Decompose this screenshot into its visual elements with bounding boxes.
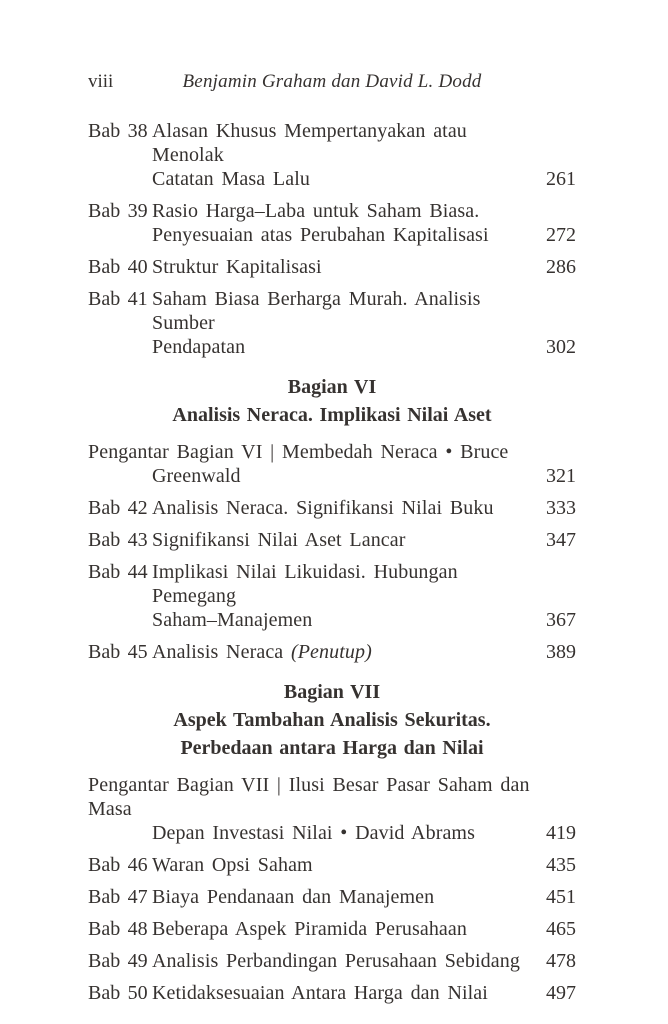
entry-title-line: Pengantar Bagian VI | Membedah Neraca • Bruce [88,441,509,463]
section-heading [88,678,576,762]
chapter-label: Bab 46 [88,854,148,876]
page-number: 333 [546,497,576,519]
entry-title-line: Ketidaksesuaian Antara Harga dan Nilai [152,982,488,1004]
entry-title [152,496,530,520]
entry-title [152,199,530,247]
entry-title [152,917,530,941]
entry-title-line: Struktur Kapitalisasi [152,256,322,278]
toc-chapter-entry [88,853,576,877]
entry-title [152,853,530,877]
page-header [88,70,576,96]
chapter-label: Bab 49 [88,950,148,972]
chapter-label: Bab 43 [88,529,148,551]
page-number: 286 [546,256,576,278]
page-number: 261 [546,168,576,190]
italic-text: (Penutup) [290,641,372,663]
entry-title [152,528,530,552]
entry-title-line: Saham Biasa Berharga Murah. Analisis Sumber [152,288,481,334]
entry-title-line: Biaya Pendanaan dan Manajemen [152,886,435,908]
entry-title [152,949,530,973]
page-number: 478 [546,950,576,972]
section-heading [88,373,576,429]
entry-title-line: Greenwald [152,465,241,487]
toc-chapter-entry [88,885,576,909]
entry-title-line: Catatan Masa Lalu [152,168,310,190]
toc-chapter-entry [88,528,576,552]
chapter-label: Bab 41 [88,288,148,310]
toc-chapter-entry [88,949,576,973]
page-number: 435 [546,854,576,876]
entry-title-line: Alasan Khusus Mempertanyakan atau Menolak [152,120,467,166]
entry-title-line: Pendapatan [152,336,246,358]
chapter-label: Bab 50 [88,982,148,1004]
toc-chapter-entry [88,640,576,664]
table-of-contents [88,119,576,1013]
entry-title [88,440,530,488]
entry-title-line: Pengantar Bagian VII | Ilusi Besar Pasar Saham dan Masa [88,774,530,820]
chapter-label: Bab 38 [88,120,148,142]
page-number: 419 [546,822,576,844]
toc-chapter-entry [88,199,576,247]
entry-title-line: Implikasi Nilai Likuidasi. Hubungan Pemegang [152,561,458,607]
page-number: 272 [546,224,576,246]
folio-page-number: viii [88,71,114,92]
entry-title-line: Analisis Neraca (Penutup) [152,641,372,663]
page-number: 465 [546,918,576,940]
chapter-label: Bab 47 [88,886,148,908]
entry-title [152,255,530,279]
page-number: 321 [546,465,576,487]
page-number: 497 [546,982,576,1004]
entry-title-line: Analisis Neraca. Signifikansi Nilai Buku [152,497,494,519]
entry-title-line: Waran Opsi Saham [152,854,313,876]
entry-title [152,981,530,1005]
running-head: Benjamin Graham dan David L. Dodd [182,71,482,92]
entry-title [88,773,530,845]
section-heading-line: Aspek Tambahan Analisis Sekuritas. [173,709,491,731]
toc-chapter-entry [88,255,576,279]
page-number: 367 [546,609,576,631]
toc-intro-entry [88,773,576,845]
chapter-label: Bab 45 [88,641,148,663]
page-number: 347 [546,529,576,551]
page-number: 451 [546,886,576,908]
section-heading-line: Perbedaan antara Harga dan Nilai [180,737,484,759]
section-heading-line: Bagian VI [287,376,377,398]
page-number: 302 [546,336,576,358]
toc-chapter-entry [88,119,576,191]
entry-title-line: Rasio Harga–Laba untuk Saham Biasa. [152,200,480,222]
entry-title-line: Penyesuaian atas Perubahan Kapitalisasi [152,224,489,246]
chapter-label: Bab 48 [88,918,148,940]
chapter-label: Bab 40 [88,256,148,278]
page-number: 389 [546,641,576,663]
entry-title-line: Beberapa Aspek Piramida Perusahaan [152,918,467,940]
chapter-label: Bab 44 [88,561,148,583]
chapter-label: Bab 39 [88,200,148,222]
chapter-label: Bab 42 [88,497,148,519]
entry-title-line: Depan Investasi Nilai • David Abrams [152,822,475,844]
section-heading-line: Bagian VII [283,681,381,703]
entry-title-line: Signifikansi Nilai Aset Lancar [152,529,406,551]
entry-title-line: Analisis Perbandingan Perusahaan Sebidang [152,950,520,972]
entry-title [152,560,530,632]
toc-intro-entry [88,440,576,488]
toc-chapter-entry [88,560,576,632]
toc-chapter-entry [88,917,576,941]
entry-title [152,287,530,359]
entry-title [152,885,530,909]
toc-chapter-entry [88,981,576,1005]
entry-title [152,119,530,191]
toc-chapter-entry [88,287,576,359]
entry-title-line: Saham–Manajemen [152,609,313,631]
section-heading-line: Analisis Neraca. Implikasi Nilai Aset [172,404,492,426]
entry-title [152,640,530,664]
toc-chapter-entry [88,496,576,520]
